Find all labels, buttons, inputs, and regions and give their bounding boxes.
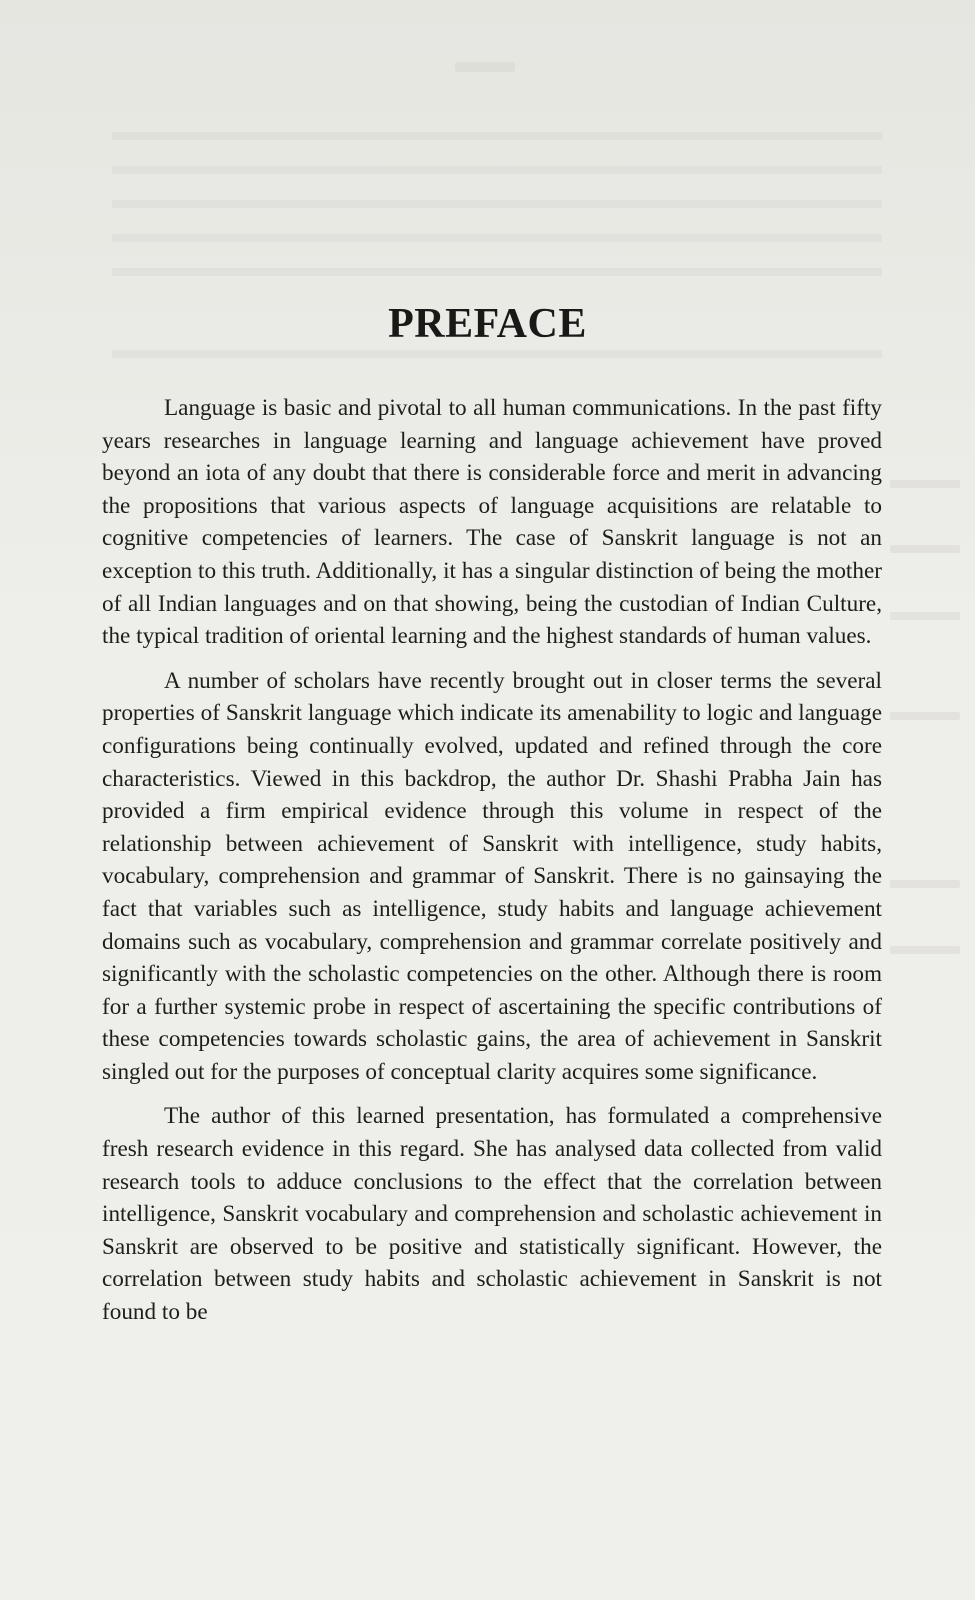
- bleed-line: [112, 132, 882, 140]
- bleed-line: [890, 880, 960, 888]
- bleed-line: [890, 612, 960, 620]
- preface-body: [102, 392, 882, 1341]
- bleed-line: [890, 545, 960, 553]
- bleed-line: [112, 234, 882, 242]
- bleed-line: [890, 946, 960, 954]
- paragraph: Language is basic and pivotal to all human communications. In the past fifty years researches in language learning and language achievement have proved beyond an iota of any doubt that there is considerable force and merit in advancing the propositions that various aspects of language acquisitions are relatable to cognitive competencies of learners. The case of Sanskrit language is not an exception to this truth. Additionally, it has a singular distinction of being the mother of all Indian languages and on that showing, being the custodian of Indian Culture, the typical tradition of oriental learning and the highest standards of human values.: [102, 395, 882, 650]
- paragraph: A number of scholars have recently brought out in closer terms the several properties of Sanskrit language which indicate its amenability to logic and language configurations being continually evolved, updated and refined through the core characteristics. Viewed in this backdrop, the author Dr. Shashi Prabha Jain has provided a firm empirical evidence through this volume in respect of the relationship between achievement of Sanskrit with intelligence, study habits, vocabulary, comprehension and grammar of Sanskrit. There is no gainsaying the fact that variables such as intelligence, study habits and language achievement domains such as vocabulary, comprehension and grammar correlate positively and significantly with the scholastic competencies on the other. Although there is room for a further systemic probe in respect of ascertaining the specific contributions of these competencies towards scholastic gains, the area of achievement in Sanskrit singled out for the purposes of conceptual clarity acquires some significance.: [102, 667, 882, 1085]
- paragraph: The author of this learned presentation, has formulated a comprehensive fresh research evidence in this regard. She has analysed data collected from valid research tools to adduce conclusions to the effect that the correlation between intelligence, Sanskrit vocabulary and comprehension and scholastic achievement in Sanskrit are observed to be positive and statistically significant. However, the correlation between study habits and scholastic achievement in Sanskrit is not found to be: [102, 1103, 882, 1326]
- bleed-line: [890, 712, 960, 720]
- bleed-page-number-mark: [455, 62, 515, 72]
- bleed-line: [112, 200, 882, 208]
- bleed-line: [112, 166, 882, 174]
- bleed-line: [890, 480, 960, 488]
- bleed-line: [112, 350, 882, 358]
- bleed-line: [112, 268, 882, 276]
- page-title: PREFACE: [388, 301, 587, 347]
